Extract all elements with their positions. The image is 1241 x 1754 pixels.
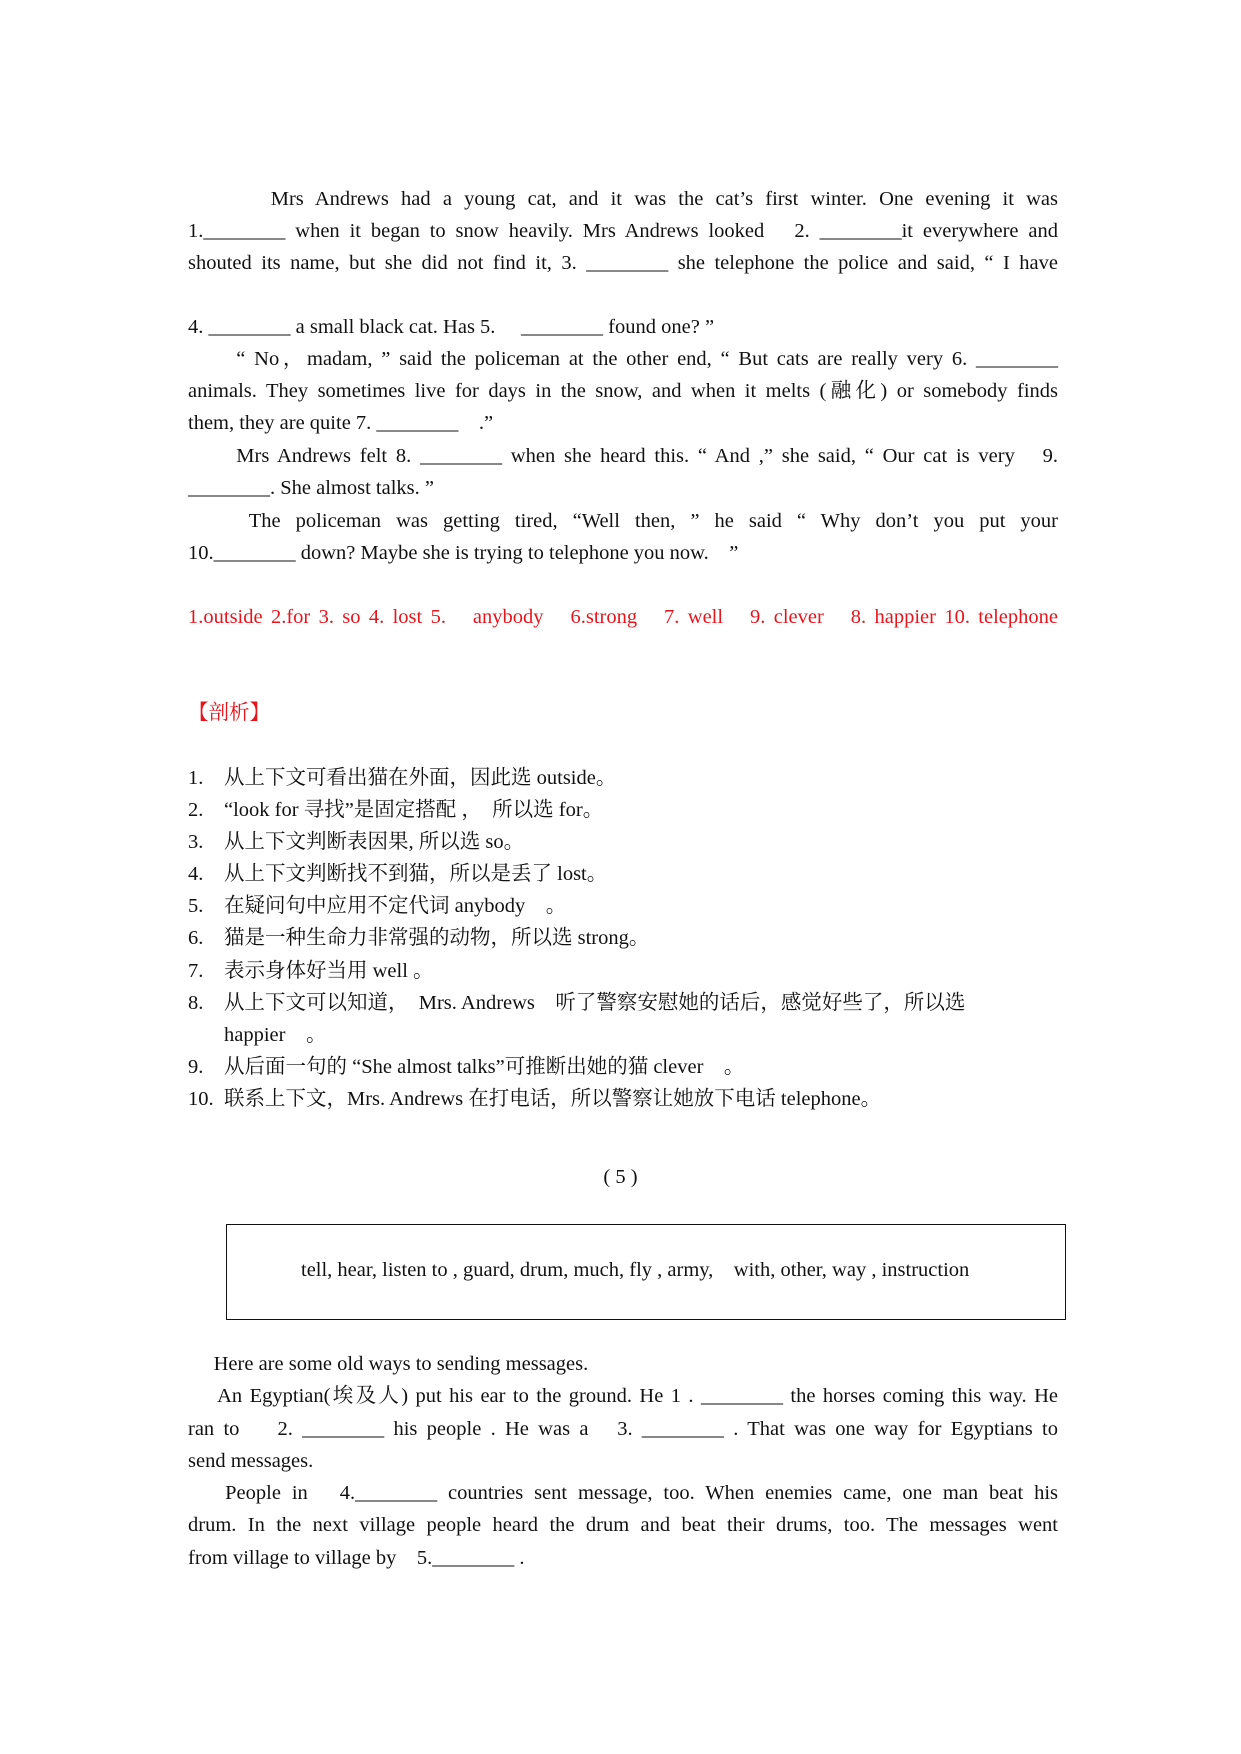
analysis-item (188, 890, 1058, 922)
item-text: 从上下文判断找不到猫，所以是丢了 lost。 (224, 863, 608, 885)
analysis-item (188, 1019, 1058, 1051)
analysis-heading: 【剖析】 (188, 702, 270, 724)
item-number: 10. (188, 1088, 214, 1110)
item-text: 联系上下文，Mrs. Andrews 在打电话，所以警察让她放下电话 telephone。 (224, 1088, 882, 1110)
word-box-text: tell, hear, listen to , guard, drum, much, fly , army, with, other, way , instruction (301, 1259, 970, 1281)
section5-line: Here are some old ways to sending messages. (188, 1353, 589, 1375)
item-number: 2. (188, 799, 204, 821)
item-text: 在疑问句中应用不定代词 anybody 。 (224, 895, 567, 917)
item-text: 从后面一句的 “She almost talks”可推断出她的猫 clever 。 (224, 1056, 745, 1078)
passage-line: shouted its name, but she did not find it, 3. ________ she telephone the police and said, “ I have (188, 252, 1058, 274)
analysis-item (188, 826, 1058, 858)
passage-line: “ No，madam, ” said the policeman at the other end, “ But cats are really very 6. ________ (188, 348, 1058, 370)
section5-line: from village to village by 5.________ . (188, 1547, 525, 1569)
analysis-item (188, 955, 1058, 987)
analysis-item (188, 1083, 1058, 1115)
answer-key: 1.outside 2.for 3. so 4. lost 5. anybody 6.strong 7. well 9. clever 8. happier 10. telephone (188, 606, 1058, 628)
item-number: 4. (188, 863, 204, 885)
analysis-item (188, 794, 1058, 826)
passage-line: animals. They sometimes live for days in the snow, and when it melts (融化) or somebody finds (188, 380, 1058, 402)
item-number: 7. (188, 960, 204, 982)
section5-line: An Egyptian(埃及人) put his ear to the ground. He 1 . ________ the horses coming this way. He (188, 1385, 1058, 1407)
passage-line: The policeman was getting tired, “Well then, ” he said “ Why don’t you put your (188, 510, 1058, 532)
passage-line: Mrs Andrews had a young cat, and it was the cat’s first winter. One evening it was (188, 188, 1058, 210)
analysis-item (188, 1051, 1058, 1083)
item-number: 6. (188, 927, 204, 949)
passage-line: ________. She almost talks. ” (188, 477, 434, 499)
item-text: 从上下文可看出猫在外面，因此选 outside。 (224, 767, 617, 789)
section5-line: drum. In the next village people heard the drum and beat their drums, too. The messages went (188, 1514, 1058, 1536)
passage-line: 1.________ when it began to snow heavily. Mrs Andrews looked 2. ________it everywhere and (188, 220, 1058, 242)
item-text: 猫是一种生命力非常强的动物，所以选 strong。 (224, 927, 650, 949)
section5-line: People in 4.________ countries sent message, too. When enemies came, one man beat his (188, 1482, 1058, 1504)
analysis-item (188, 987, 1058, 1019)
section-title: ( 5 ) (603, 1166, 638, 1188)
item-number: 8. (188, 992, 204, 1014)
section5-line: ran to 2. ________ his people . He was a 3. ________ . That was one way for Egyptians to (188, 1418, 1058, 1440)
item-text: 表示身体好当用 well 。 (224, 960, 434, 982)
item-number: 1. (188, 767, 204, 789)
section5-line: send messages. (188, 1450, 314, 1472)
word-box (226, 1224, 1066, 1320)
item-text: “look for 寻找”是固定搭配 ， 所以选 for。 (224, 799, 604, 821)
analysis-item (188, 922, 1058, 954)
item-text: 从上下文可以知道， Mrs. Andrews 听了警察安慰她的话后，感觉好些了，所以选 (224, 992, 966, 1014)
passage-line: 4. ________ a small black cat. Has 5. ________ found one? ” (188, 316, 715, 338)
item-number: 3. (188, 831, 204, 853)
passage-line: Mrs Andrews felt 8. ________ when she heard this. “ And ,” she said, “ Our cat is very 9. (188, 445, 1058, 467)
analysis-item (188, 858, 1058, 890)
item-number: 5. (188, 895, 204, 917)
item-text: happier 。 (224, 1024, 327, 1046)
item-text: 从上下文判断表因果, 所以选 so。 (224, 831, 525, 853)
item-number: 9. (188, 1056, 204, 1078)
passage-line: them, they are quite 7. ________ .” (188, 412, 494, 434)
analysis-item (188, 762, 1058, 794)
passage-line: 10.________ down? Maybe she is trying to telephone you now. ” (188, 542, 739, 564)
